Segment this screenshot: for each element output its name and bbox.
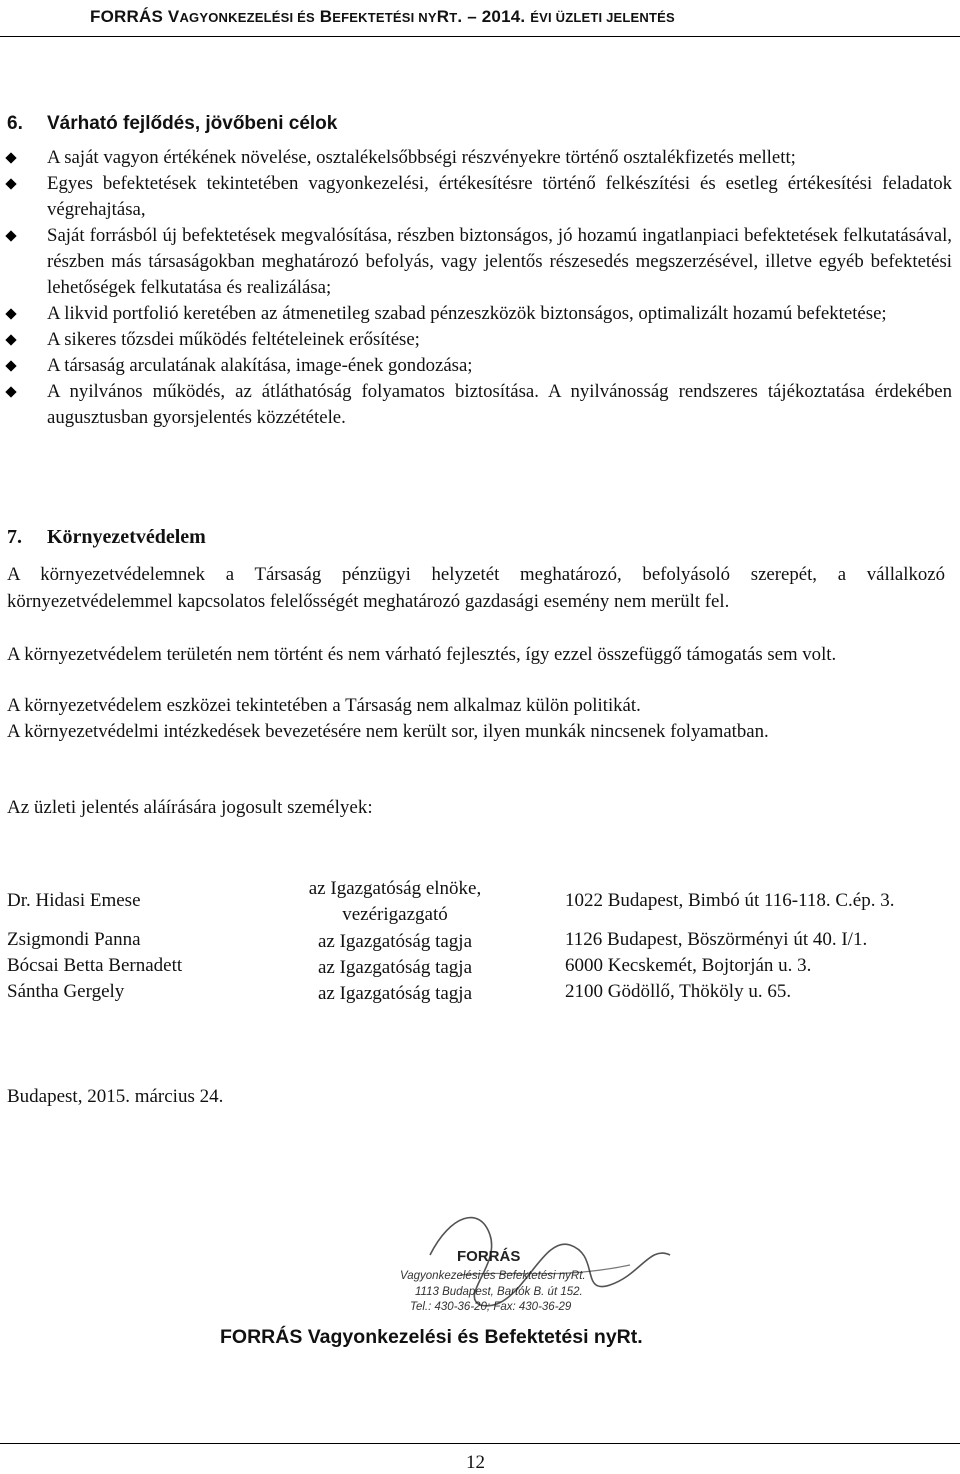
signatory-role: az Igazgatóság tagja	[317, 931, 473, 952]
page-number: 12	[466, 1452, 485, 1473]
footer-divider	[0, 1443, 960, 1444]
signatory-name: Sántha Gergely	[7, 981, 125, 1002]
diamond-bullet-icon	[5, 152, 16, 163]
list-item: A likvid portfolió keretében az átmenetileg szabad pénzeszközök biztonságos, optimalizált hozamú befektetése;	[0, 301, 952, 327]
handwritten-signature	[400, 1195, 700, 1325]
goals-list	[0, 145, 952, 431]
section-number: 7.	[7, 526, 22, 548]
signatory-role: az Igazgatóság elnöke, vezérigazgató	[308, 878, 482, 925]
document-date: Budapest, 2015. március 24.	[7, 1086, 224, 1107]
paragraph: A környezetvédelemnek a Társaság pénzügyi helyzetét meghatározó, befolyásoló szerepét, a vállalkozó környezetvédelemmel kapcsolatos felelősségét meghatározó gazdasági esemény nem merült fel.	[7, 564, 945, 612]
stamp-line: 1113 Budapest, Bartók B. út 152.	[415, 1286, 583, 1298]
company-name: FORRÁS Vagyonkezelési és Befektetési nyRt.	[220, 1326, 643, 1348]
list-item: A nyilvános működés, az átláthatóság folyamatos biztosítása. A nyilvánosság rendszeres tájékoztatása érdekében augusztusban gyorsjelentés közzététele.	[0, 379, 952, 431]
paragraph: A környezetvédelem területén nem történt és nem várható fejlesztés, így ezzel összefüggő támogatás sem volt.	[7, 644, 837, 665]
signatory-address: 2100 Gödöllő, Thököly u. 65.	[565, 981, 792, 1002]
signatory-name: Zsigmondi Panna	[7, 929, 141, 950]
signatory-address: 6000 Kecskemét, Bojtorján u. 3.	[565, 955, 812, 976]
paragraph: A környezetvédelem eszközei tekintetében a Társaság nem alkalmaz külön politikát.	[7, 695, 641, 716]
diamond-bullet-icon	[5, 178, 16, 189]
diamond-bullet-icon	[5, 334, 16, 345]
diamond-bullet-icon	[5, 360, 16, 371]
section-title: Környezetvédelem	[47, 526, 206, 548]
list-item: Saját forrásból új befektetések megvalósítása, részben biztonságos, jó hozamú ingatlanpiaci befektetések felkutatásával, részben más társaságokban meghatározó befolyás, vagy jelentős részesedés megszerzésével, illetve egyéb befektetési lehetőségek felkutatása és realizálása;	[0, 223, 952, 301]
section-6-heading	[7, 113, 337, 135]
stamp-title: FORRÁS	[457, 1248, 521, 1265]
signatory-role: az Igazgatóság tagja	[317, 983, 473, 1004]
diamond-bullet-icon	[5, 308, 16, 319]
signatory-name: Bócsai Betta Bernadett	[7, 955, 183, 976]
stamp-line: Tel.: 430-36-20; Fax: 430-36-29	[410, 1301, 572, 1313]
signatory-role: az Igazgatóság tagja	[317, 957, 473, 978]
paragraph: A környezetvédelmi intézkedések bevezetésére nem került sor, ilyen munkák nincsenek folyamatban.	[7, 721, 769, 742]
signatory-address: 1126 Budapest, Böszörményi út 40. I/1.	[565, 929, 868, 950]
signatories-title: Az üzleti jelentés aláírására jogosult személyek:	[7, 797, 373, 818]
section-title: Várható fejlődés, jövőbeni célok	[47, 113, 338, 134]
signatory-address: 1022 Budapest, Bimbó út 116-118. C.ép. 3.	[565, 890, 895, 911]
list-item: Egyes befektetések tekintetében vagyonkezelési, értékesítésre történő felkészítési és esetleg értékesítési feladatok végrehajtása,	[0, 171, 952, 223]
section-7-heading	[7, 526, 206, 549]
list-item: A sikeres tőzsdei működés feltételeinek erősítése;	[0, 327, 952, 353]
signatory-name: Dr. Hidasi Emese	[7, 890, 141, 911]
diamond-bullet-icon	[5, 230, 16, 241]
page-header	[0, 0, 960, 37]
list-item: A saját vagyon értékének növelése, osztalékelsőbbségi részvényekre történő osztalékfizetés mellett;	[0, 145, 952, 171]
stamp-line: Vagyonkezelési és Befektetési nyRt.	[400, 1270, 586, 1282]
diamond-bullet-icon	[5, 386, 16, 397]
list-item: A társaság arculatának alakítása, image-ének gondozása;	[0, 353, 952, 379]
section-number: 6.	[7, 113, 23, 134]
header-title: FORRÁS VAGYONKEZELÉSI ÉS BEFEKTETÉSI NYRT. – 2014. ÉVI ÜZLETI JELENTÉS	[90, 7, 675, 26]
